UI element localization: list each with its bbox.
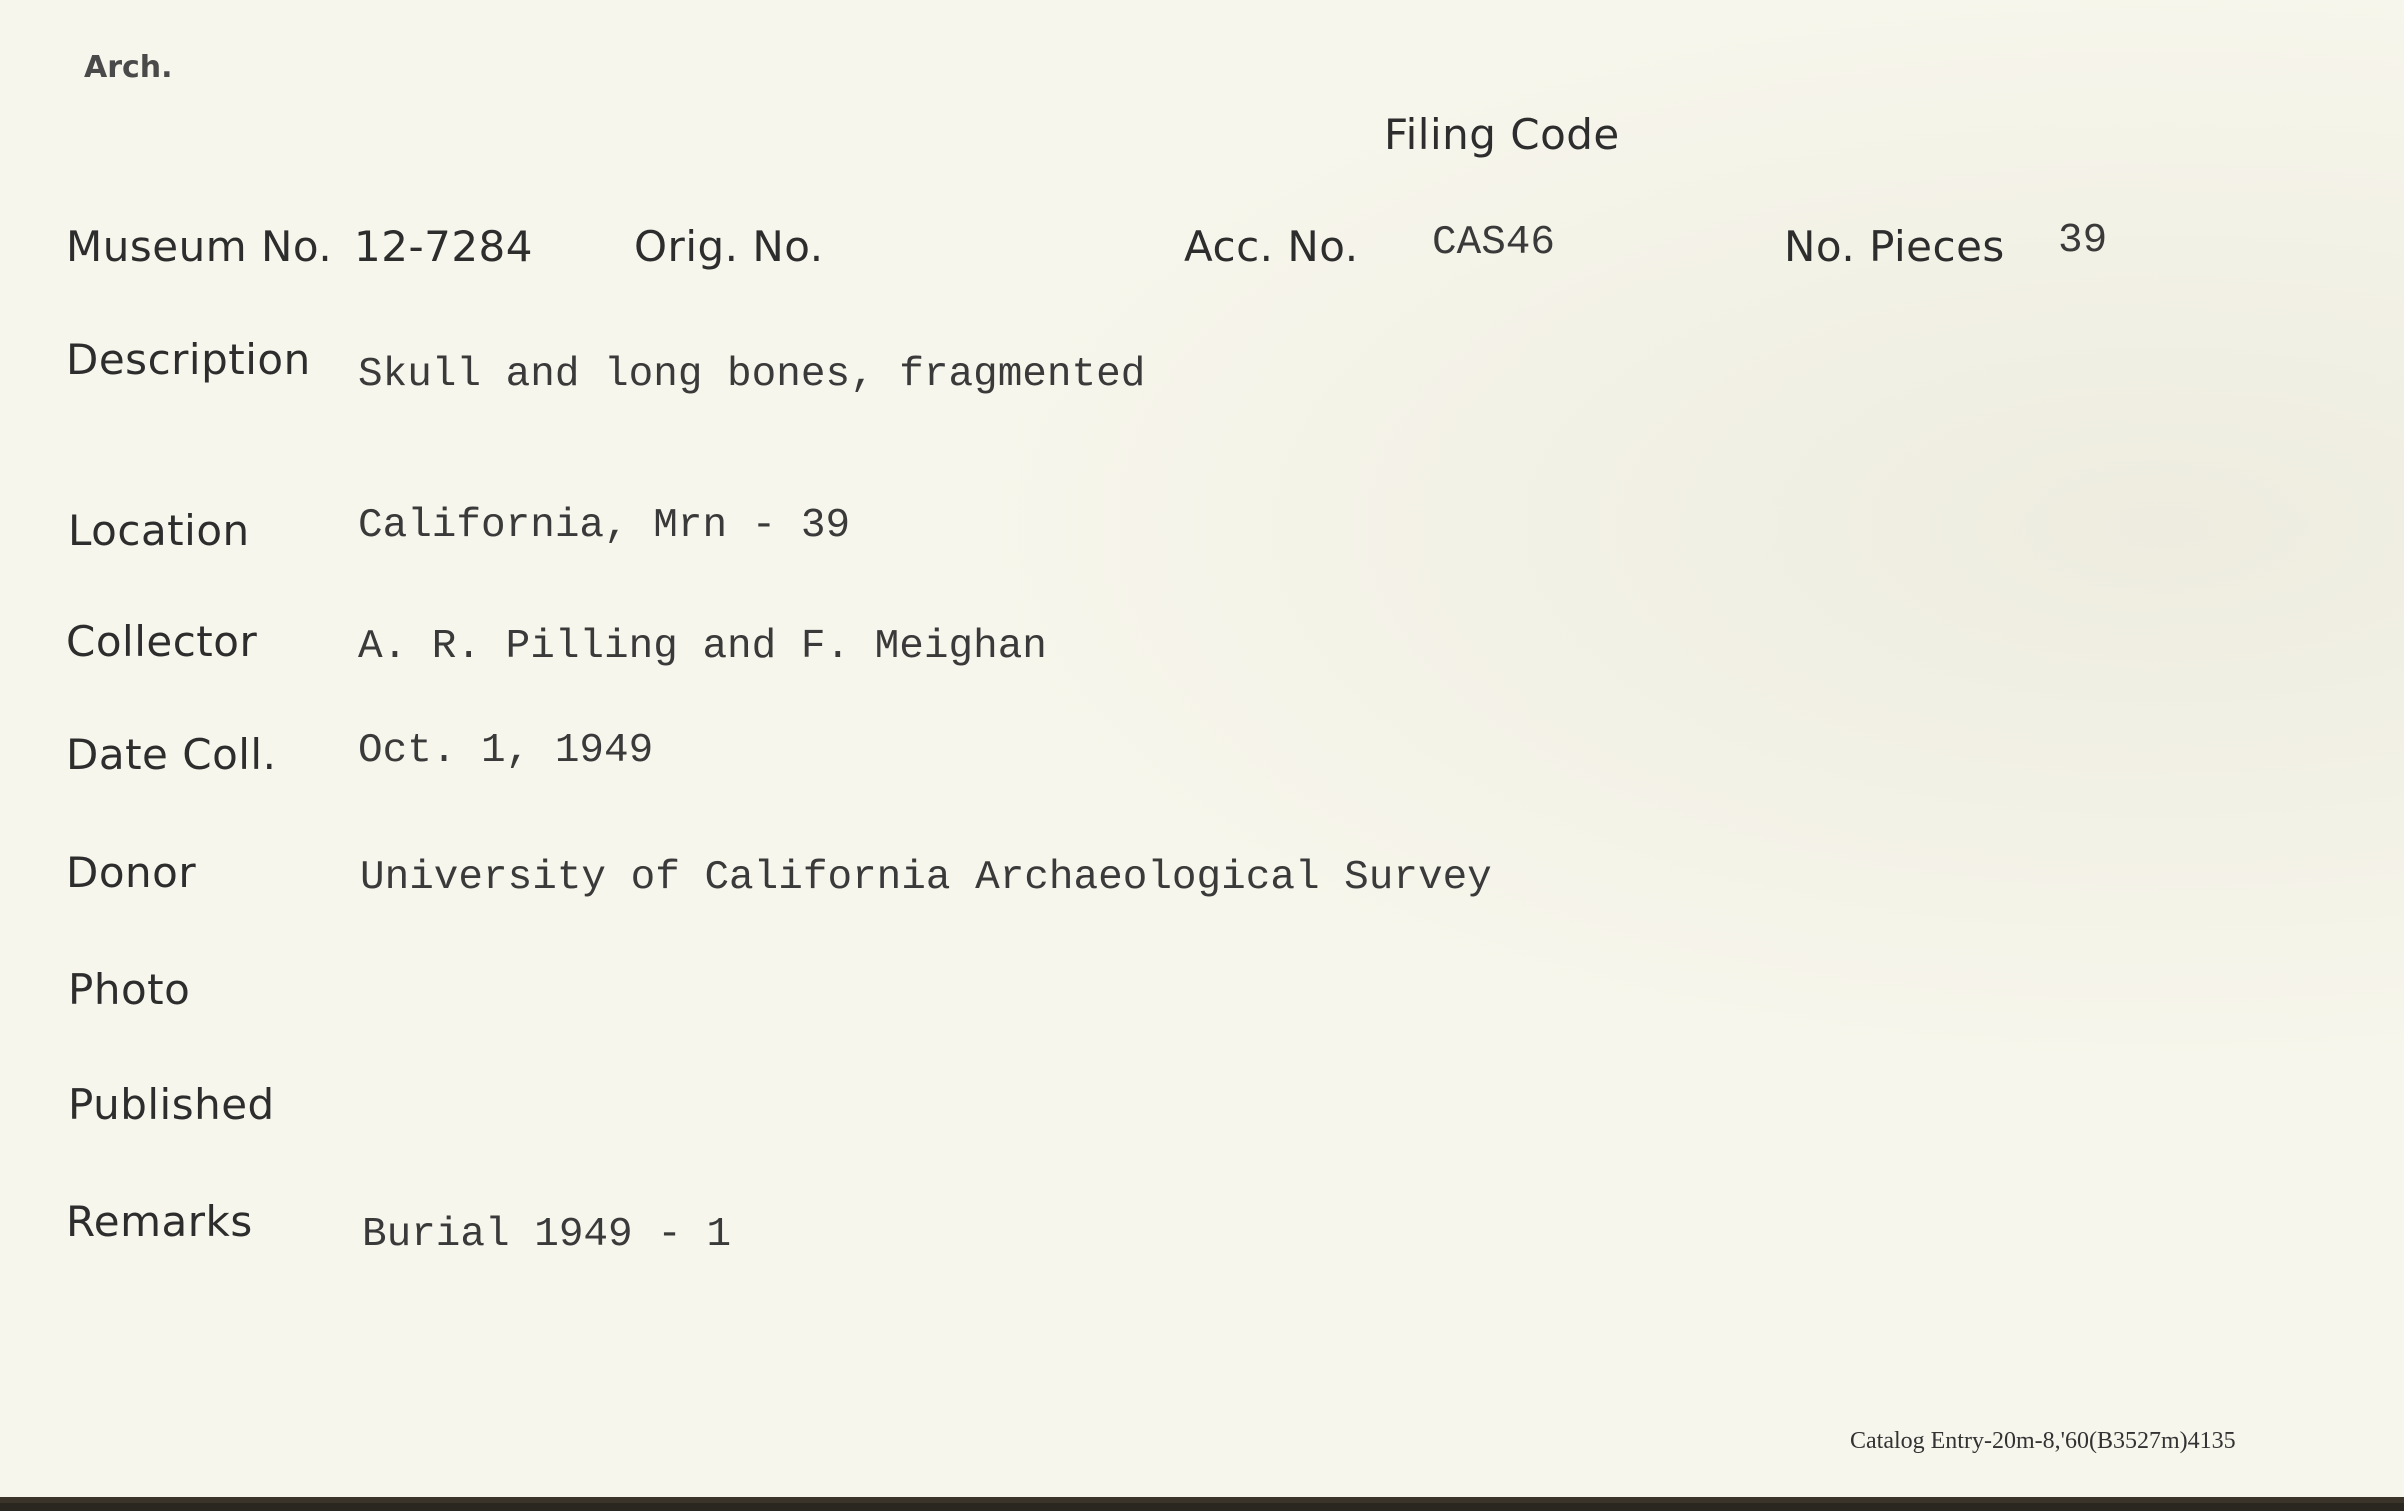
museum-no-value: 12-7284 xyxy=(354,222,533,271)
no-pieces-value: 39 xyxy=(2058,218,2108,264)
orig-no-label: Orig. No. xyxy=(634,222,824,271)
remarks-value: Burial 1949 - 1 xyxy=(362,1212,732,1258)
photo-label: Photo xyxy=(68,965,191,1014)
donor-label: Donor xyxy=(66,848,197,897)
description-value: Skull and long bones, fragmented xyxy=(358,352,1146,398)
date-coll-value: Oct. 1, 1949 xyxy=(358,728,654,774)
donor-value: University of California Archaeological Survey xyxy=(360,855,1492,901)
remarks-label: Remarks xyxy=(66,1197,253,1246)
footer-print-code: Catalog Entry-20m-8,'60(B3527m)4135 xyxy=(1850,1428,2236,1454)
description-label: Description xyxy=(66,335,311,384)
acc-no-value: CAS46 xyxy=(1432,220,1556,266)
acc-no-label: Acc. No. xyxy=(1184,222,1359,271)
museum-no-label: Museum No. xyxy=(66,222,333,271)
collector-value: A. R. Pilling and F. Meighan xyxy=(358,624,1047,670)
no-pieces-label: No. Pieces xyxy=(1784,222,2005,271)
location-label: Location xyxy=(68,506,250,555)
published-label: Published xyxy=(68,1080,275,1129)
corner-tag: Arch. xyxy=(84,50,173,85)
collector-label: Collector xyxy=(66,617,258,666)
date-coll-label: Date Coll. xyxy=(66,730,277,779)
location-value: California, Mrn - 39 xyxy=(358,503,851,549)
filing-code-label: Filing Code xyxy=(1384,110,1620,159)
